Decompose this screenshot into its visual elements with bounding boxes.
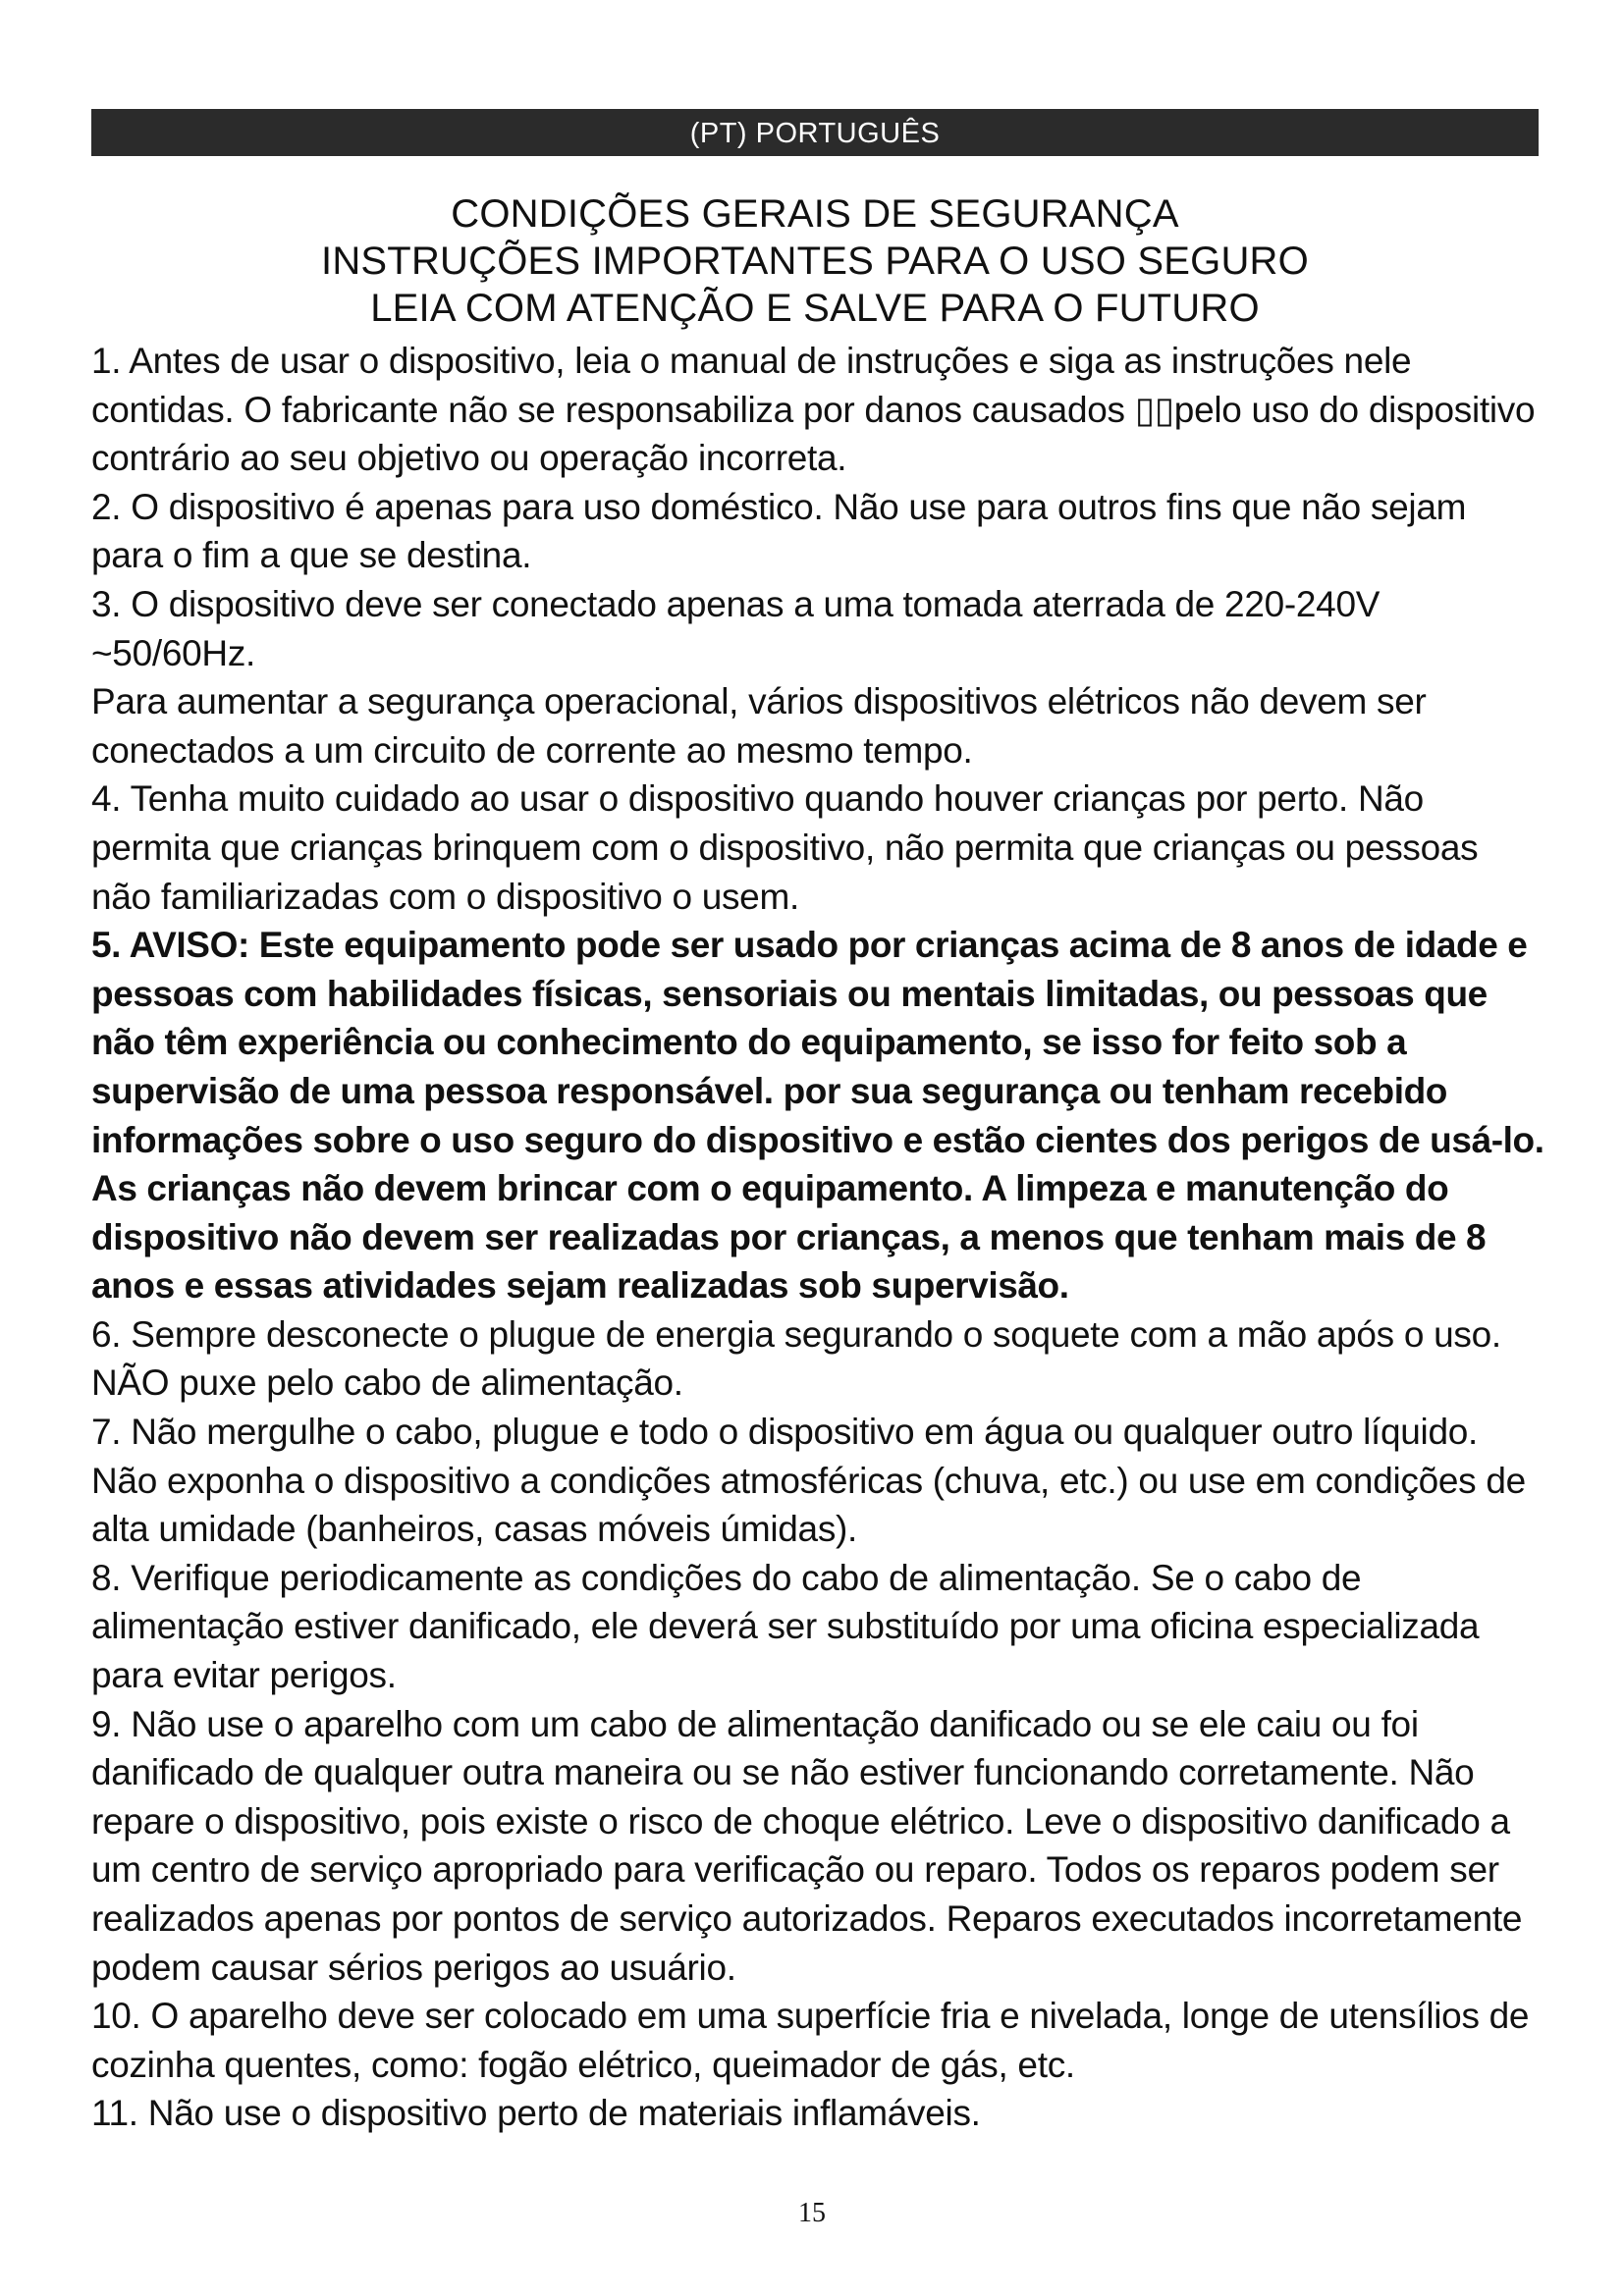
instruction-item-2: 2. O dispositivo é apenas para uso doméstico. Não use para outros fins que não sejam para o fim a que se destina. [91,486,1467,576]
instruction-item-9: 9. Não use o aparelho com um cabo de alimentação danificado ou se ele caiu ou foi danificado de qualquer outra maneira ou se não estiver funcionando corretamente. Não repare o dispositivo, pois existe o risco de choque elétrico. Leve o dispositivo danificado a um centro de serviço apropriado para verificação ou reparo. Todos os reparos podem ser realizados apenas por pontos de serviço autorizados. Reparos executados incorretamente podem causar sérios perigos ao usuário. [91,1703,1523,1988]
page-number: 15 [798,2198,826,2228]
section-headings [91,190,1539,332]
instruction-note-circuit: Para aumentar a segurança operacional, vários dispositivos elétricos não devem ser conectados a um circuito de corrente ao mesmo tempo. [91,681,1427,771]
instruction-item-8: 8. Verifique periodicamente as condições do cabo de alimentação. Se o cabo de alimentação estiver danificado, ele deverá ser substituído por uma oficina especializada para evitar perigos. [91,1557,1480,1696]
safety-instructions-list [91,337,1544,2138]
heading-general-safety: CONDIÇÕES GERAIS DE SEGURANÇA [451,192,1179,236]
language-header-bar: (PT) PORTUGUÊS [91,109,1539,156]
instruction-item-1: 1. Antes de usar o dispositivo, leia o manual de instruções e siga as instruções nele contidas. O fabricante não se responsabiliza por danos causados ▯▯pelo uso do dispositivo contrário ao seu objetivo ou operação incorreta. [91,341,1536,479]
instruction-item-4: 4. Tenha muito cuidado ao usar o dispositivo quando houver crianças por perto. Não permita que crianças brinquem com o dispositivo, não permita que crianças ou pessoas não familiarizadas com o dispositivo o usem. [91,778,1479,917]
instruction-item-5-warning: 5. AVISO: Este equipamento pode ser usado por crianças acima de 8 anos de idade e pessoas com habilidades físicas, sensoriais ou mentais limitadas, ou pessoas que não têm experiência ou conhecimento do equipamento, se isso for feito sob a supervisão de uma pessoa responsável. por sua segurança ou tenham recebido informações sobre o uso seguro do dispositivo e estão cientes dos perigos de usá-lo. As crianças não devem brincar com o equipamento. A limpeza e manutenção do dispositivo não devem ser realizadas por crianças, a menos que tenham mais de 8 anos e essas atividades sejam realizadas sob supervisão. [91,925,1544,1307]
heading-important-instructions: INSTRUÇÕES IMPORTANTES PARA O USO SEGURO [321,240,1309,283]
instruction-item-11: 11. Não use o dispositivo perto de materiais inflamáveis. [91,2093,981,2134]
instruction-item-6: 6. Sempre desconecte o plugue de energia segurando o soquete com a mão após o uso. NÃO puxe pelo cabo de alimentação. [91,1313,1501,1404]
instruction-item-10: 10. O aparelho deve ser colocado em uma superfície fria e nivelada, longe de utensílios de cozinha quentes, como: fogão elétrico, queimador de gás, etc. [91,1996,1530,2085]
heading-read-and-save: LEIA COM ATENÇÃO E SALVE PARA O FUTURO [370,287,1260,330]
instruction-item-3: 3. O dispositivo deve ser conectado apenas a uma tomada aterrada de 220-240V ~50/60Hz. [91,583,1380,673]
instruction-item-7: 7. Não mergulhe o cabo, plugue e todo o dispositivo em água ou qualquer outro líquido. Não exponha o dispositivo a condições atmosféricas (chuva, etc.) ou use em condições de alta umidade (banheiros, casas móveis úmidas). [91,1412,1526,1550]
